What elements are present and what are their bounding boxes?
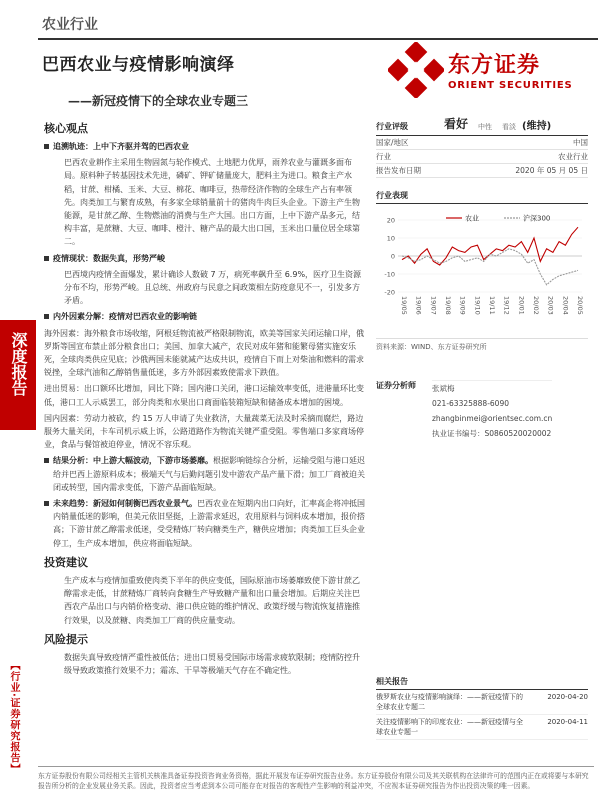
related-item[interactable] [376, 690, 588, 715]
y-tick-label: -10 [384, 270, 395, 279]
bullet-epidemic [44, 252, 366, 265]
factor-domestic: 国内因素：劳动力被砍，约 15 万人申请了失业救济，大量蔬菜无法及时采摘而腐烂，路边服务大量关闭，卡车司机示威上诉，公路道路作为物流关键严重受阻。零售端口多家商场停业，食品与餐馆被迫停业，情况不容乐观。 [44, 413, 364, 450]
y-tick-label: 10 [386, 234, 395, 243]
analyst-label: 证券分析师 [376, 381, 416, 390]
bullet-body: 巴西农业耕作主采用生物固氮与轮作模式、土地肥力优厚，雨养农业与灌溉多面布局。原料种子转基因技术先进，磷矿、钾矿储量庞大，肥料主为进口。粮食主产水稻，甘蔗、柑橘、玉米、大豆、棉花、咖啡豆，热带经济作物的全球生产占有率领先。肉类加工与繁育成熟，有多家全球销量前十的猪肉牛肉巨头企业。下游主产生物能源，是甘蔗乙醇、生物燃油的消费与生产大国。出口方面，上中下游产品多元，结构丰富，是蔗糖、大豆、咖啡、橙汁、糖产品的最大出口国，玉米出口量位居全球第二。 [64, 158, 360, 247]
x-tick-label: 19/06 [414, 296, 423, 315]
x-tick-label: 19/10 [473, 296, 482, 315]
x-tick-label: 20/02 [532, 296, 540, 315]
info-value: 中国 [573, 138, 588, 147]
related-item[interactable] [376, 715, 588, 740]
bullet-square-icon [44, 256, 49, 261]
bullet-history [44, 140, 366, 153]
header-divider [38, 38, 598, 40]
bullet-trend [44, 497, 366, 550]
x-tick-label: 20/03 [546, 296, 555, 315]
disclaimer: 东方证券股份有限公司经相关主管机关核准具备证券投资咨询业务资格，据此开展发布证券研究报告业务。东方证券股份有限公司及其关联机构在法律许可的范围内正在或将要与本研究报告所分析的企业发展业务关系。因此，投资者应当考虑到本公司可能存在对报告的客观性产生影响的利益冲突，不应视本证券研究报告为作出投资决策的唯一因素。 [38, 766, 594, 791]
analyst-cert: 执业证书编号：S0860520020002 [432, 429, 552, 438]
analyst-name: 张斌梅 [432, 384, 455, 393]
info-key: 报告发布日期 [376, 166, 421, 175]
related-date: 2020-04-11 [547, 718, 588, 726]
related-date: 2020-04-20 [547, 693, 588, 701]
x-tick-label: 19/08 [444, 296, 452, 315]
analyst-email[interactable]: zhangbinmei@orientsec.com.cn [432, 414, 553, 423]
bullet-square-icon [44, 458, 49, 463]
x-tick-label: 19/12 [502, 296, 511, 315]
factor-overseas: 海外因素：海外粮食市场收缩，阿根廷物流被严格限制物流，欧美等国家关闭运输口岸，俄罗斯等国宣布禁止部分粮食出口；美国、加拿大减产，农民对成年猪和能繁母猪实施安乐死，全球肉类供应见底；沙俄两国未能就减产达成共识，疫情自下而上对柴油和燃料的需求锐挫，全球汽油和乙醇销售量低迷，多方外部因素致使需求下跌值。 [44, 328, 364, 378]
chart-source: 资料来源：WIND、东方证券研究所 [376, 338, 588, 352]
logo-name-en: ORIENT SECURITIES [448, 80, 573, 91]
report-title: 巴西农业与疫情影响演绎 [42, 55, 235, 75]
company-logo [388, 42, 588, 102]
risk-text: 数据失真导致疫情严重性被低估；进出口贸易受国际市场需求疲软限制；疫情防控升级导致政策推行效果不力；霜冻、干旱等极端天气存在不确定性。 [64, 652, 360, 675]
info-key: 行业 [376, 152, 391, 161]
bullet-body: 巴西农业在短期内出口向好，汇率高企将冲抵国内销量低迷的影响，但美元依旧坚挺，上游需求延迟，农用原料与饲料成本增加，报价搭高；下游甘蔗乙醇需求低迷，受受精炼厂转向糖类生产，糖供应增加；肉类加工巨头企业停工，生产成本增加，供应将面临短缺。 [53, 499, 365, 548]
y-tick-label: 0 [390, 252, 395, 261]
x-tick-label: 20/04 [561, 296, 570, 315]
bullet-lead: 追溯轨迹：上中下齐驱并驾的巴西农业 [53, 142, 189, 151]
info-row [376, 164, 588, 178]
bullet-lead: 疫情现状：数据失真，形势严峻 [53, 253, 165, 263]
report-subtitle: ——新冠疫情下的全球农业专题三 [68, 94, 249, 108]
bullet-body: 根据影响链综合分析，运输受阻与港口延迟给并巴西上游原料成本；极端天气与后勤问题引发中游农产品产量下滑；加工厂商被迫关闭或转型，国内需求变低，下游产品面临短缺。 [53, 456, 365, 492]
legend-label: 沪深300 [523, 214, 551, 223]
bullet-square-icon [44, 501, 49, 506]
factor-trade: 进出贸易：出口额环比增加，同比下降；国内港口关闭，港口运输效率变低，进港量环比变低，港口工人示威罢工，部分肉类和水果出口商面临装箱短缺和储备成本增加的困境。 [44, 384, 364, 407]
bullet-lead: 未来趋势：新冠如何制衡巴西农业景气。 [53, 499, 197, 509]
bullet-square-icon [44, 314, 49, 319]
logo-mark-icon [388, 42, 444, 98]
series-line-agriculture [402, 227, 578, 265]
rating-value: 看好 [444, 117, 469, 131]
section-heading-risk: 风险提示 [44, 632, 88, 646]
bullet-body: 巴西境内疫情全面爆发，累计确诊人数破 7 万，病死率飙升至 6.9%，医疗卫生资源分布不均，形势严峻。且总统、州政府与民意之间政策相左防疫意见不一，引发多方矛盾。 [64, 269, 362, 306]
performance-chart [376, 212, 588, 332]
x-tick-label: 20/01 [517, 296, 526, 315]
info-key: 国家/地区 [376, 138, 409, 147]
sector-label: 农业行业 [42, 17, 98, 33]
bullet-factors [44, 310, 366, 323]
section-heading-invest: 投资建议 [44, 555, 88, 569]
x-tick-label: 19/11 [488, 296, 496, 315]
side-category-label: 【行业·证券研究报告】 [8, 660, 19, 775]
bullet-lead: 内外因素分解：疫情对巴西农业的影响链 [53, 312, 197, 322]
info-value: 2020 年 05 月 05 日 [515, 166, 588, 175]
report-type-label: 深度报告 [9, 332, 28, 396]
performance-chart-svg [376, 212, 588, 332]
chart-title: 行业表现 [376, 190, 588, 204]
x-tick-label: 19/05 [400, 296, 408, 315]
y-tick-label: 20 [386, 216, 395, 225]
related-heading: 相关报告 [376, 676, 588, 690]
series-line-csi300 [402, 249, 578, 285]
bullet-result [44, 454, 366, 494]
logo-name-cn: 东方证券 [448, 53, 541, 78]
rating-bearish: 看淡 [502, 123, 517, 131]
related-title[interactable]: 关注疫情影响下的印度农业：——新冠疫情与全球农业专题一 [376, 718, 523, 736]
invest-text: 生产成本与疫情加重致使肉类下半年的供应变低，国际原油市场萎靡致使下游甘蔗乙醇需求走低，甘蔗精炼厂商转向食糖生产导致糖产量和出口量会增加。后期应关注巴西农产品出口与内销价格变动、港口供应链的维护情况、政策纾缓与物流恢复措施推行效果，以及蔗糖、肉类加工厂商的供应量变动。 [64, 575, 360, 625]
bullet-lead: 结果分析：中上游大幅波动，下游市场萎靡。 [53, 456, 213, 466]
rating-row [376, 118, 588, 136]
rating-label: 行业评级 [376, 122, 408, 131]
section-heading-summary: 核心观点 [44, 122, 88, 135]
analyst-block [376, 380, 588, 441]
sidebar [376, 118, 588, 441]
rating-maintain: (维持) [522, 121, 552, 132]
bullet-square-icon [44, 144, 49, 149]
rating-neutral: 中性 [478, 123, 493, 131]
legend-label: 农业 [465, 214, 479, 223]
x-tick-label: 19/07 [429, 296, 438, 315]
report-type-tab [0, 320, 36, 430]
x-tick-label: 19/09 [458, 296, 467, 315]
related-reports [376, 690, 588, 740]
related-title[interactable]: 俄罗斯农业与疫情影响演绎：——新冠疫情下的全球农业专题二 [376, 693, 523, 711]
analyst-phone: 021-63325888-6090 [432, 399, 509, 408]
y-tick-label: -20 [384, 288, 395, 297]
x-tick-label: 20/05 [576, 296, 584, 315]
info-value: 农业行业 [558, 152, 588, 161]
main-content [44, 120, 366, 680]
info-row [376, 136, 588, 150]
info-row [376, 150, 588, 164]
